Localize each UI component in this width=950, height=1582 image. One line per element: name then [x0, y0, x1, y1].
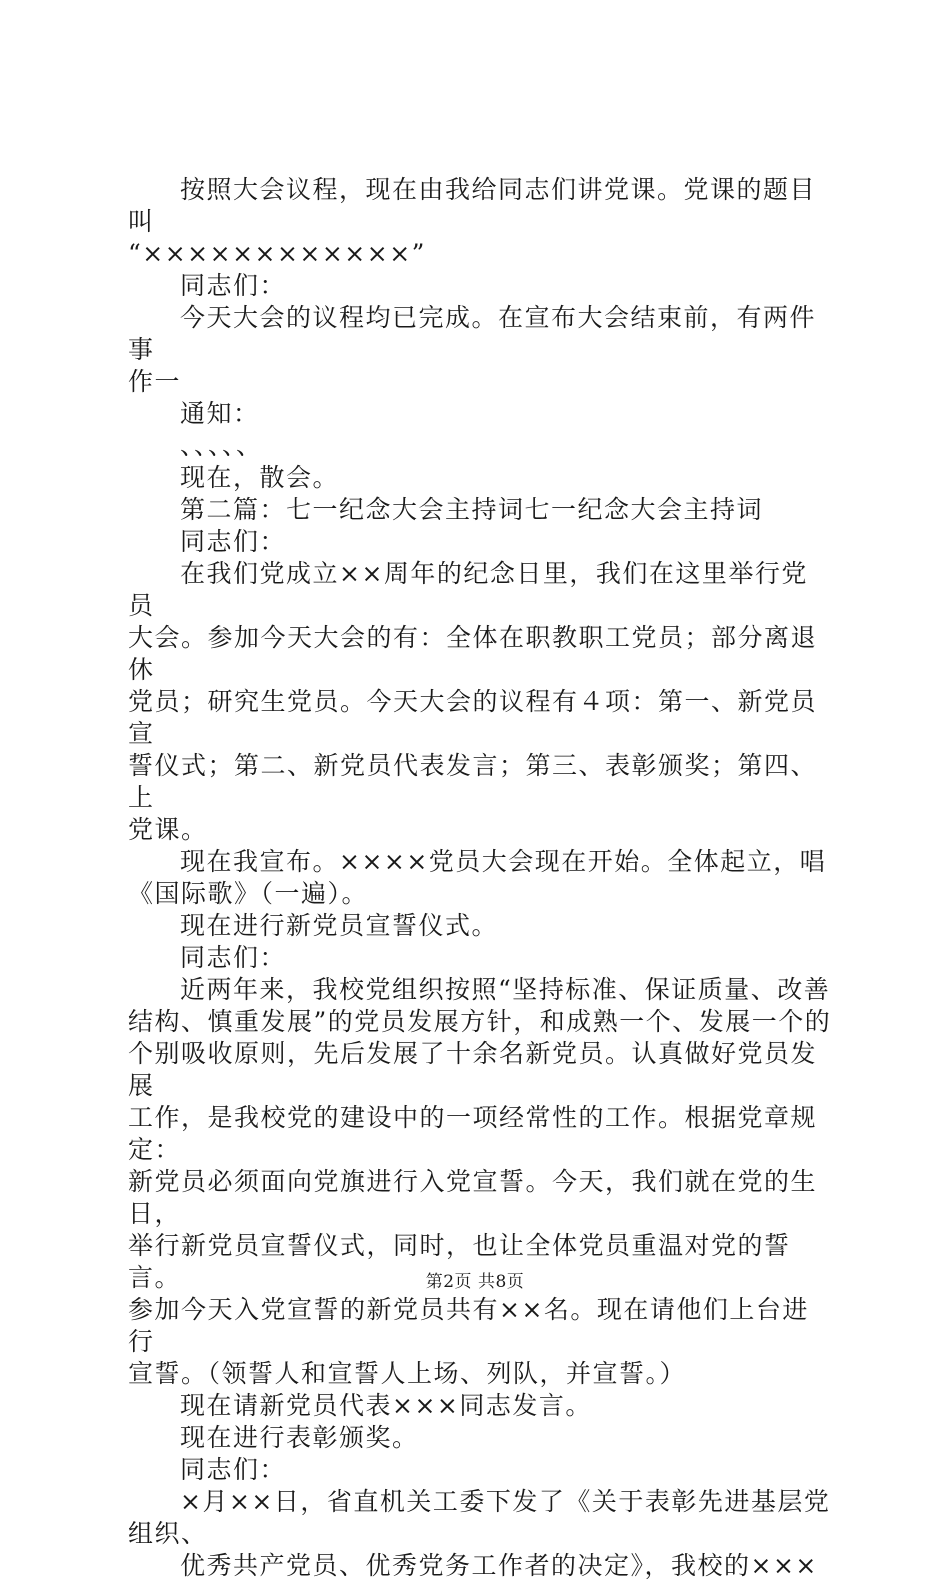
text-line: 工作，是我校党的建设中的一项经常性的工作。根据党章规定： — [128, 1103, 818, 1164]
text-line: 同志们： — [180, 527, 287, 556]
text-line: 党员；研究生党员。今天大会的议程有４项：第一、新党员宣 — [128, 687, 818, 748]
text-line: 现在请新党员代表×××同志发言。 — [180, 1391, 592, 1420]
text-line: 个别吸收原则，先后发展了十余名新党员。认真做好党员发展 — [128, 1039, 818, 1100]
text-line: 、、、、、 — [180, 431, 263, 460]
document-body — [128, 174, 833, 1582]
text-line: 结构、慎重发展”的党员发展方针，和成熟一个、发展一个的 — [128, 1007, 832, 1036]
text-line: 新党员必须面向党旗进行入党宣誓。今天，我们就在党的生日， — [128, 1167, 818, 1228]
text-line: 现在进行新党员宣誓仪式。 — [180, 911, 499, 940]
text-line: 通知： — [180, 399, 260, 428]
text-line: 同志们： — [180, 1455, 287, 1484]
text-line: 同志们： — [180, 943, 287, 972]
text-line: 作一 — [128, 367, 182, 396]
text-line: 现在我宣布。××××党员大会现在开始。全体起立，唱 — [180, 847, 827, 876]
text-line: ×月××日，省直机关工委下发了《关于表彰先进基层党 — [180, 1487, 831, 1516]
text-line: 在我们党成立××周年的纪念日里，我们在这里举行党员 — [128, 559, 808, 620]
text-line: 参加今天入党宣誓的新党员共有××名。现在请他们上台进行 — [128, 1295, 809, 1356]
page-footer: 第2页 共8页 — [425, 1272, 525, 1292]
text-line: 宣誓。（领誓人和宣誓人上场、列队，并宣誓。） — [128, 1359, 687, 1388]
text-line: 《国际歌》（一遍）。 — [128, 879, 369, 908]
text-line: 举行新党员宣誓仪式，同时，也让全体党员重温对党的誓言。 — [128, 1231, 791, 1292]
text-line: 现在进行表彰颁奖。 — [180, 1423, 419, 1452]
text-line: “××××××××××××” — [128, 239, 426, 268]
text-line: 现在，散会。 — [180, 463, 340, 492]
text-line: 大会。参加今天大会的有：全体在职教职工党员；部分离退休 — [128, 623, 818, 684]
text-line: 同志们： — [180, 271, 287, 300]
text-line: 按照大会议程，现在由我给同志们讲党课。党课的题目叫 — [128, 175, 817, 236]
text-line: 誓仪式；第二、新党员代表发言；第三、表彰颁奖；第四、上 — [128, 751, 818, 812]
text-line: 今天大会的议程均已完成。在宣布大会结束前，有两件事 — [128, 303, 817, 364]
text-line: 组织、 — [128, 1519, 208, 1548]
text-line: 党课。 — [128, 815, 208, 844]
text-line: 第二篇：七一纪念大会主持词七一纪念大会主持词 — [180, 495, 764, 524]
text-line: 近两年来，我校党组织按照“坚持标准、保证质量、改善 — [180, 975, 831, 1004]
text-line: 优秀共产党员、优秀党务工作者的决定》，我校的××× — [180, 1551, 818, 1580]
